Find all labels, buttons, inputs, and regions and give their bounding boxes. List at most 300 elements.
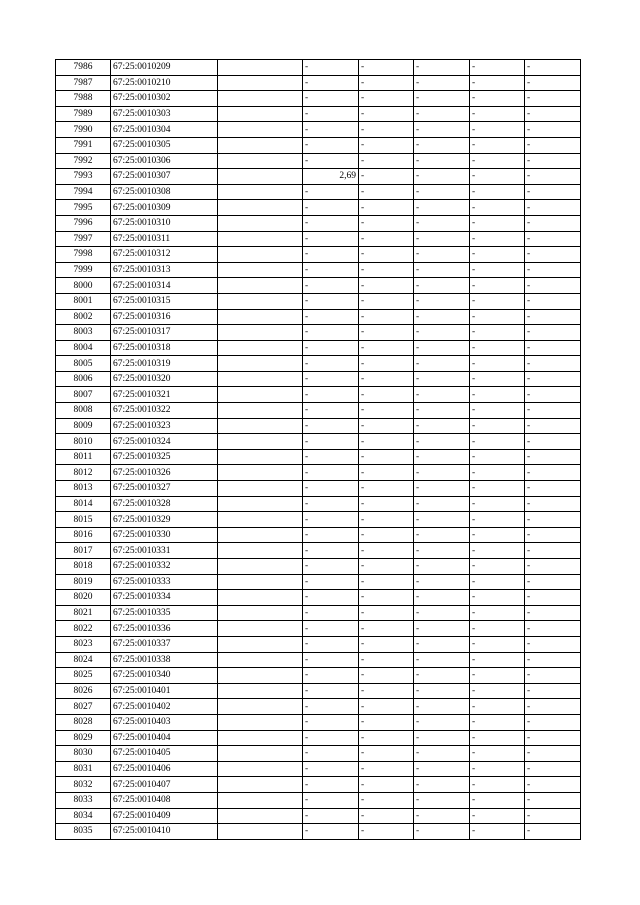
value-cell-1: - — [303, 668, 359, 684]
value-cell-3: - — [414, 746, 470, 762]
value-cell-3: - — [414, 247, 470, 263]
value-cell-2: - — [359, 200, 414, 216]
value-cell-4: - — [470, 559, 525, 575]
value-cell-1: - — [303, 340, 359, 356]
value-cell-4: - — [470, 527, 525, 543]
value-cell-5: - — [525, 418, 581, 434]
value-cell-5: - — [525, 574, 581, 590]
value-cell-1: - — [303, 153, 359, 169]
value-cell-2: - — [359, 496, 414, 512]
value-cell-4: - — [470, 699, 525, 715]
value-cell-1: - — [303, 527, 359, 543]
value-cell-1: - — [303, 75, 359, 91]
cadastral-number-cell: 67:25:0010312 — [111, 247, 218, 263]
row-number-cell: 8005 — [56, 356, 111, 372]
value-cell-3: - — [414, 200, 470, 216]
row-number-cell: 7990 — [56, 122, 111, 138]
value-cell-5: - — [525, 746, 581, 762]
value-cell-1: - — [303, 574, 359, 590]
row-number-cell: 7987 — [56, 75, 111, 91]
cadastral-number-cell: 67:25:0010340 — [111, 668, 218, 684]
empty-cell — [218, 527, 303, 543]
value-cell-2: - — [359, 418, 414, 434]
value-cell-5: - — [525, 636, 581, 652]
value-cell-2: - — [359, 75, 414, 91]
cadastral-number-cell: 67:25:0010329 — [111, 512, 218, 528]
value-cell-3: - — [414, 325, 470, 341]
value-cell-2: - — [359, 714, 414, 730]
value-cell-3: - — [414, 590, 470, 606]
table-row — [56, 356, 581, 372]
value-cell-3: - — [414, 714, 470, 730]
cadastral-number-cell: 67:25:0010334 — [111, 590, 218, 606]
value-cell-1: - — [303, 231, 359, 247]
value-cell-3: - — [414, 527, 470, 543]
value-cell-5: - — [525, 325, 581, 341]
empty-cell — [218, 325, 303, 341]
value-cell-5: - — [525, 215, 581, 231]
empty-cell — [218, 559, 303, 575]
value-cell-5: - — [525, 543, 581, 559]
table-row — [56, 137, 581, 153]
table-row — [56, 777, 581, 793]
value-cell-1: - — [303, 91, 359, 107]
empty-cell — [218, 777, 303, 793]
value-cell-3: - — [414, 122, 470, 138]
cadastral-number-cell: 67:25:0010336 — [111, 621, 218, 637]
value-cell-1: 2,69 — [303, 169, 359, 185]
value-cell-4: - — [470, 75, 525, 91]
empty-cell — [218, 247, 303, 263]
cadastral-number-cell: 67:25:0010209 — [111, 60, 218, 76]
value-cell-5: - — [525, 699, 581, 715]
empty-cell — [218, 278, 303, 294]
table-row — [56, 325, 581, 341]
value-cell-2: - — [359, 153, 414, 169]
empty-cell — [218, 714, 303, 730]
value-cell-4: - — [470, 668, 525, 684]
value-cell-1: - — [303, 278, 359, 294]
empty-cell — [218, 699, 303, 715]
value-cell-3: - — [414, 543, 470, 559]
value-cell-2: - — [359, 746, 414, 762]
table-row — [56, 512, 581, 528]
cadastral-table — [55, 59, 581, 840]
cadastral-number-cell: 67:25:0010324 — [111, 434, 218, 450]
value-cell-2: - — [359, 434, 414, 450]
table-row — [56, 746, 581, 762]
cadastral-number-cell: 67:25:0010402 — [111, 699, 218, 715]
cadastral-number-cell: 67:25:0010333 — [111, 574, 218, 590]
value-cell-1: - — [303, 559, 359, 575]
value-cell-2: - — [359, 215, 414, 231]
cadastral-number-cell: 67:25:0010409 — [111, 808, 218, 824]
value-cell-3: - — [414, 340, 470, 356]
value-cell-3: - — [414, 496, 470, 512]
value-cell-5: - — [525, 184, 581, 200]
value-cell-3: - — [414, 356, 470, 372]
value-cell-2: - — [359, 403, 414, 419]
table-row — [56, 418, 581, 434]
table-row — [56, 449, 581, 465]
value-cell-1: - — [303, 621, 359, 637]
value-cell-1: - — [303, 481, 359, 497]
value-cell-3: - — [414, 605, 470, 621]
table-row — [56, 574, 581, 590]
empty-cell — [218, 761, 303, 777]
value-cell-2: - — [359, 730, 414, 746]
value-cell-1: - — [303, 792, 359, 808]
row-number-cell: 8020 — [56, 590, 111, 606]
empty-cell — [218, 215, 303, 231]
empty-cell — [218, 371, 303, 387]
value-cell-3: - — [414, 278, 470, 294]
value-cell-5: - — [525, 75, 581, 91]
value-cell-5: - — [525, 668, 581, 684]
empty-cell — [218, 449, 303, 465]
value-cell-5: - — [525, 465, 581, 481]
row-number-cell: 8022 — [56, 621, 111, 637]
value-cell-3: - — [414, 449, 470, 465]
value-cell-2: - — [359, 699, 414, 715]
cadastral-number-cell: 67:25:0010320 — [111, 371, 218, 387]
empty-cell — [218, 418, 303, 434]
row-number-cell: 8034 — [56, 808, 111, 824]
cadastral-number-cell: 67:25:0010307 — [111, 169, 218, 185]
table-row — [56, 465, 581, 481]
value-cell-2: - — [359, 387, 414, 403]
cadastral-number-cell: 67:25:0010302 — [111, 91, 218, 107]
value-cell-3: - — [414, 636, 470, 652]
value-cell-1: - — [303, 325, 359, 341]
value-cell-3: - — [414, 184, 470, 200]
value-cell-1: - — [303, 605, 359, 621]
table-row — [56, 371, 581, 387]
value-cell-4: - — [470, 106, 525, 122]
row-number-cell: 7986 — [56, 60, 111, 76]
value-cell-5: - — [525, 340, 581, 356]
row-number-cell: 7997 — [56, 231, 111, 247]
value-cell-2: - — [359, 543, 414, 559]
table-row — [56, 496, 581, 512]
cadastral-number-cell: 67:25:0010335 — [111, 605, 218, 621]
empty-cell — [218, 403, 303, 419]
table-row — [56, 403, 581, 419]
value-cell-3: - — [414, 387, 470, 403]
value-cell-3: - — [414, 761, 470, 777]
value-cell-5: - — [525, 512, 581, 528]
empty-cell — [218, 293, 303, 309]
value-cell-1: - — [303, 543, 359, 559]
value-cell-4: - — [470, 481, 525, 497]
table-row — [56, 153, 581, 169]
table-row — [56, 293, 581, 309]
value-cell-1: - — [303, 434, 359, 450]
row-number-cell: 8029 — [56, 730, 111, 746]
row-number-cell: 8031 — [56, 761, 111, 777]
empty-cell — [218, 730, 303, 746]
row-number-cell: 7995 — [56, 200, 111, 216]
value-cell-2: - — [359, 262, 414, 278]
table-row — [56, 668, 581, 684]
value-cell-3: - — [414, 231, 470, 247]
cadastral-number-cell: 67:25:0010311 — [111, 231, 218, 247]
value-cell-5: - — [525, 200, 581, 216]
empty-cell — [218, 231, 303, 247]
value-cell-4: - — [470, 746, 525, 762]
cadastral-number-cell: 67:25:0010306 — [111, 153, 218, 169]
table-row — [56, 621, 581, 637]
cadastral-number-cell: 67:25:0010328 — [111, 496, 218, 512]
empty-cell — [218, 153, 303, 169]
cadastral-number-cell: 67:25:0010327 — [111, 481, 218, 497]
value-cell-3: - — [414, 371, 470, 387]
empty-cell — [218, 262, 303, 278]
value-cell-5: - — [525, 652, 581, 668]
empty-cell — [218, 605, 303, 621]
value-cell-1: - — [303, 262, 359, 278]
value-cell-1: - — [303, 403, 359, 419]
table-row — [56, 636, 581, 652]
value-cell-1: - — [303, 387, 359, 403]
value-cell-1: - — [303, 106, 359, 122]
value-cell-4: - — [470, 153, 525, 169]
value-cell-1: - — [303, 184, 359, 200]
value-cell-1: - — [303, 122, 359, 138]
value-cell-1: - — [303, 590, 359, 606]
value-cell-4: - — [470, 449, 525, 465]
value-cell-2: - — [359, 91, 414, 107]
row-number-cell: 8000 — [56, 278, 111, 294]
value-cell-4: - — [470, 792, 525, 808]
value-cell-3: - — [414, 465, 470, 481]
table-row — [56, 559, 581, 575]
value-cell-2: - — [359, 309, 414, 325]
value-cell-3: - — [414, 824, 470, 840]
row-number-cell: 8002 — [56, 309, 111, 325]
row-number-cell: 7999 — [56, 262, 111, 278]
value-cell-5: - — [525, 60, 581, 76]
value-cell-5: - — [525, 247, 581, 263]
cadastral-number-cell: 67:25:0010317 — [111, 325, 218, 341]
value-cell-3: - — [414, 792, 470, 808]
value-cell-4: - — [470, 169, 525, 185]
cadastral-number-cell: 67:25:0010408 — [111, 792, 218, 808]
table-row — [56, 683, 581, 699]
value-cell-5: - — [525, 449, 581, 465]
cadastral-number-cell: 67:25:0010401 — [111, 683, 218, 699]
value-cell-1: - — [303, 449, 359, 465]
table-row — [56, 792, 581, 808]
row-number-cell: 8013 — [56, 481, 111, 497]
table-row — [56, 91, 581, 107]
value-cell-2: - — [359, 512, 414, 528]
value-cell-4: - — [470, 137, 525, 153]
value-cell-5: - — [525, 231, 581, 247]
value-cell-2: - — [359, 449, 414, 465]
row-number-cell: 8018 — [56, 559, 111, 575]
row-number-cell: 8028 — [56, 714, 111, 730]
value-cell-1: - — [303, 418, 359, 434]
value-cell-5: - — [525, 527, 581, 543]
value-cell-2: - — [359, 340, 414, 356]
value-cell-3: - — [414, 808, 470, 824]
value-cell-5: - — [525, 683, 581, 699]
table-row — [56, 590, 581, 606]
table-row — [56, 605, 581, 621]
value-cell-2: - — [359, 60, 414, 76]
empty-cell — [218, 309, 303, 325]
value-cell-4: - — [470, 293, 525, 309]
table-row — [56, 184, 581, 200]
value-cell-4: - — [470, 636, 525, 652]
value-cell-1: - — [303, 636, 359, 652]
value-cell-5: - — [525, 137, 581, 153]
table-row — [56, 122, 581, 138]
value-cell-4: - — [470, 215, 525, 231]
value-cell-4: - — [470, 465, 525, 481]
value-cell-3: - — [414, 418, 470, 434]
value-cell-2: - — [359, 761, 414, 777]
row-number-cell: 7996 — [56, 215, 111, 231]
value-cell-4: - — [470, 730, 525, 746]
value-cell-3: - — [414, 91, 470, 107]
empty-cell — [218, 91, 303, 107]
value-cell-1: - — [303, 730, 359, 746]
value-cell-3: - — [414, 153, 470, 169]
value-cell-2: - — [359, 106, 414, 122]
row-number-cell: 8016 — [56, 527, 111, 543]
cadastral-number-cell: 67:25:0010315 — [111, 293, 218, 309]
value-cell-4: - — [470, 605, 525, 621]
value-cell-3: - — [414, 137, 470, 153]
value-cell-4: - — [470, 621, 525, 637]
row-number-cell: 8003 — [56, 325, 111, 341]
row-number-cell: 8026 — [56, 683, 111, 699]
cadastral-number-cell: 67:25:0010313 — [111, 262, 218, 278]
value-cell-5: - — [525, 387, 581, 403]
empty-cell — [218, 184, 303, 200]
table-row — [56, 387, 581, 403]
value-cell-4: - — [470, 403, 525, 419]
cadastral-number-cell: 67:25:0010403 — [111, 714, 218, 730]
row-number-cell: 8010 — [56, 434, 111, 450]
empty-cell — [218, 356, 303, 372]
row-number-cell: 8008 — [56, 403, 111, 419]
value-cell-4: - — [470, 683, 525, 699]
cadastral-number-cell: 67:25:0010308 — [111, 184, 218, 200]
value-cell-4: - — [470, 184, 525, 200]
empty-cell — [218, 387, 303, 403]
cadastral-number-cell: 67:25:0010210 — [111, 75, 218, 91]
value-cell-5: - — [525, 403, 581, 419]
empty-cell — [218, 434, 303, 450]
value-cell-4: - — [470, 309, 525, 325]
value-cell-1: - — [303, 356, 359, 372]
table-row — [56, 262, 581, 278]
value-cell-2: - — [359, 652, 414, 668]
value-cell-4: - — [470, 387, 525, 403]
row-number-cell: 8023 — [56, 636, 111, 652]
value-cell-5: - — [525, 262, 581, 278]
empty-cell — [218, 75, 303, 91]
table-row — [56, 761, 581, 777]
value-cell-2: - — [359, 465, 414, 481]
empty-cell — [218, 200, 303, 216]
value-cell-5: - — [525, 792, 581, 808]
value-cell-3: - — [414, 215, 470, 231]
value-cell-4: - — [470, 60, 525, 76]
value-cell-4: - — [470, 325, 525, 341]
cadastral-number-cell: 67:25:0010319 — [111, 356, 218, 372]
cadastral-number-cell: 67:25:0010304 — [111, 122, 218, 138]
value-cell-3: - — [414, 309, 470, 325]
table-row — [56, 340, 581, 356]
value-cell-3: - — [414, 293, 470, 309]
cadastral-number-cell: 67:25:0010322 — [111, 403, 218, 419]
value-cell-3: - — [414, 106, 470, 122]
value-cell-1: - — [303, 652, 359, 668]
value-cell-5: - — [525, 496, 581, 512]
value-cell-1: - — [303, 215, 359, 231]
value-cell-3: - — [414, 403, 470, 419]
value-cell-2: - — [359, 574, 414, 590]
empty-cell — [218, 621, 303, 637]
value-cell-2: - — [359, 231, 414, 247]
cadastral-number-cell: 67:25:0010316 — [111, 309, 218, 325]
empty-cell — [218, 106, 303, 122]
row-number-cell: 7993 — [56, 169, 111, 185]
value-cell-5: - — [525, 621, 581, 637]
cadastral-number-cell: 67:25:0010323 — [111, 418, 218, 434]
value-cell-1: - — [303, 293, 359, 309]
value-cell-1: - — [303, 824, 359, 840]
value-cell-3: - — [414, 60, 470, 76]
cadastral-number-cell: 67:25:0010405 — [111, 746, 218, 762]
value-cell-4: - — [470, 496, 525, 512]
cadastral-number-cell: 67:25:0010330 — [111, 527, 218, 543]
value-cell-4: - — [470, 808, 525, 824]
value-cell-1: - — [303, 60, 359, 76]
value-cell-1: - — [303, 371, 359, 387]
table-row — [56, 699, 581, 715]
value-cell-5: - — [525, 761, 581, 777]
table-row — [56, 824, 581, 840]
value-cell-1: - — [303, 512, 359, 528]
table-row — [56, 652, 581, 668]
cadastral-number-cell: 67:25:0010325 — [111, 449, 218, 465]
value-cell-4: - — [470, 340, 525, 356]
row-number-cell: 8025 — [56, 668, 111, 684]
value-cell-2: - — [359, 137, 414, 153]
value-cell-3: - — [414, 777, 470, 793]
row-number-cell: 8006 — [56, 371, 111, 387]
table-row — [56, 714, 581, 730]
row-number-cell: 8007 — [56, 387, 111, 403]
cadastral-number-cell: 67:25:0010410 — [111, 824, 218, 840]
value-cell-2: - — [359, 527, 414, 543]
value-cell-4: - — [470, 278, 525, 294]
value-cell-3: - — [414, 559, 470, 575]
cadastral-number-cell: 67:25:0010321 — [111, 387, 218, 403]
value-cell-1: - — [303, 137, 359, 153]
cadastral-number-cell: 67:25:0010338 — [111, 652, 218, 668]
empty-cell — [218, 824, 303, 840]
empty-cell — [218, 636, 303, 652]
value-cell-5: - — [525, 481, 581, 497]
empty-cell — [218, 652, 303, 668]
value-cell-4: - — [470, 543, 525, 559]
